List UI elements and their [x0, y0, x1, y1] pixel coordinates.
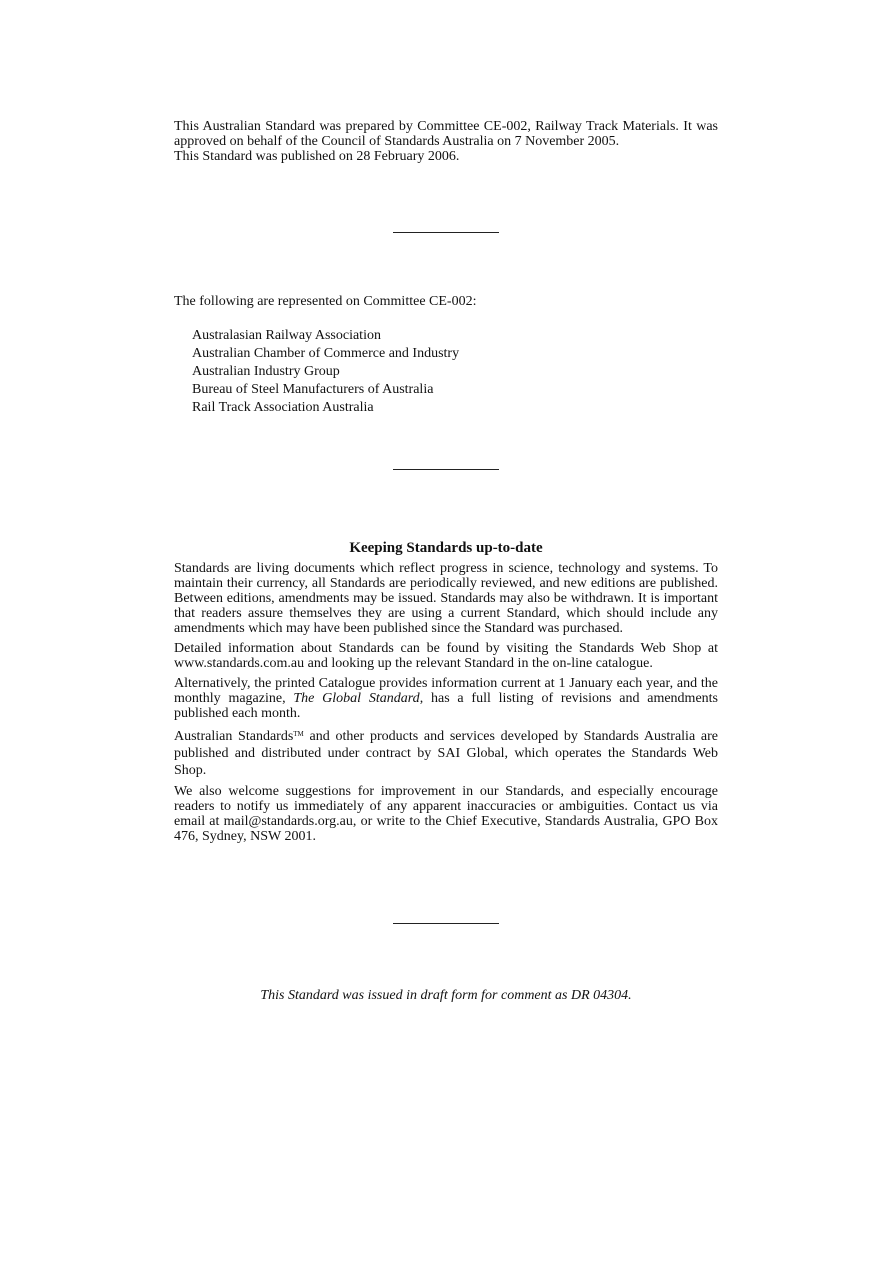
publication-date-text: This Standard was published on 28 February 2006.: [174, 149, 460, 164]
paragraph-sai-global: [174, 726, 718, 779]
committee-member: Bureau of Steel Manufacturers of Australia: [192, 382, 434, 397]
committee-member: Rail Track Association Australia: [192, 400, 374, 415]
keeping-up-to-date-section: [174, 561, 718, 849]
approval-statement: [174, 119, 718, 164]
trademark-mark: TM: [293, 730, 304, 738]
paragraph-web-shop: Detailed information about Standards can be found by visiting the Standards Web Shop at www.standards.com.au and looking up the relevant Standard in the on-line catalogue.: [174, 641, 718, 671]
paragraph-living-documents: Standards are living documents which reflect progress in science, technology and systems. To maintain their currency, all Standards are periodically reviewed, and new editions are published. Between editions, amendments may be issued. Standards may also be withdrawn. It is important that readers assure themselves they are using a current Standard, which should include any amendments which may have been published since the Standard was purchased.: [174, 561, 718, 636]
draft-note: This Standard was issued in draft form for comment as DR 04304.: [260, 988, 632, 1003]
section-heading: Keeping Standards up-to-date: [349, 540, 543, 556]
sai-text-b: and other products and services developed by Standards Australia are published and distributed under contract by SAI Global, which operates the Standards Web Shop.: [174, 729, 718, 778]
sai-text-a: Australian Standards: [174, 729, 294, 744]
committee-member: Australian Chamber of Commerce and Industry: [192, 346, 460, 361]
committee-member: Australian Industry Group: [192, 364, 340, 379]
committee-member: Australasian Railway Association: [192, 328, 381, 343]
divider-1: [393, 232, 499, 233]
paragraph-catalogue: [174, 676, 718, 721]
catalogue-text-a: Alternatively, the printed Catalogue provides information current at 1 January each year, and the monthly magazine,: [174, 676, 718, 706]
committee-representation-lead: The following are represented on Committee CE-002:: [174, 294, 477, 309]
magazine-title: The Global Standard: [293, 691, 420, 706]
approval-text: This Australian Standard was prepared by Committee CE-002, Railway Track Materials. It was approved on behalf of the Council of Standards Australia on 7 November 2005.: [174, 119, 718, 149]
catalogue-text-b: , has a full listing of revisions and amendments published each month.: [174, 691, 719, 721]
divider-2: [393, 469, 499, 470]
divider-3: [393, 923, 499, 924]
paragraph-suggestions: We also welcome suggestions for improvement in our Standards, and especially encourage readers to notify us immediately of any apparent inaccuracies or ambiguities. Contact us via email at mail@standards.org.au, or write to the Chief Executive, Standards Australia, GPO Box 476, Sydney, NSW 2001.: [174, 784, 718, 844]
committee-member-list: [192, 327, 459, 417]
